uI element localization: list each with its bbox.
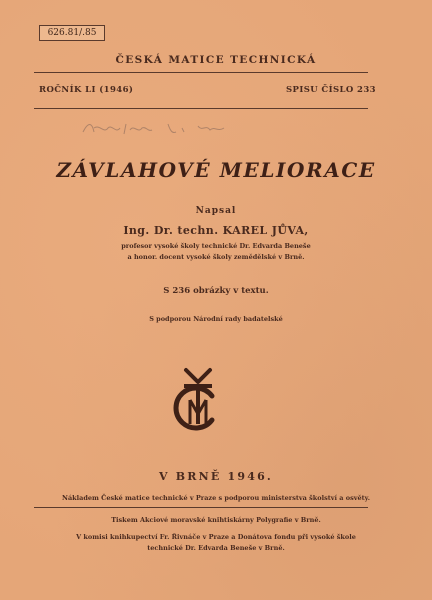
place-and-year: V BRNĚ 1946. — [159, 470, 273, 483]
figures-note: S 236 obrázky v textu. — [163, 286, 269, 296]
divider-rule — [34, 72, 368, 73]
series-number: SPISU ČÍSLO 233 — [286, 85, 376, 95]
imprint-line: technické Dr. Edvarda Beneše v Brně. — [147, 544, 285, 552]
volume-label: ROČNÍK LI (1946) — [39, 85, 134, 95]
written-by-label: Napsal — [195, 206, 237, 216]
publisher-name: ČESKÁ MATICE TECHNICKÁ — [115, 54, 317, 66]
divider-rule — [34, 507, 368, 508]
imprint-line: Tiskem Akciové moravské knihtiskárny Polygrafie v Brně. — [111, 516, 321, 524]
book-title: ZÁVLAHOVÉ MELIORACE — [56, 158, 376, 182]
author-affiliation: profesor vysoké školy technické Dr. Edvarda Beneše — [121, 242, 311, 250]
divider-rule — [34, 108, 368, 109]
imprint-line: V komisi knihkupectví Fr. Řivnáče v Praze a Donátova fondu při vysoké škole — [76, 533, 356, 541]
handwritten-signature — [78, 118, 248, 138]
ctm-monogram-icon — [168, 362, 228, 434]
catalog-number-stamp: 626.81/.85 — [39, 25, 105, 41]
imprint-line: Nákladem České matice technické v Praze s podporou ministerstva školství a osvěty. — [62, 494, 370, 502]
author-name: Ing. Dr. techn. KAREL JŮVA, — [123, 224, 309, 237]
author-affiliation: a honor. docent vysoké školy zemědělské v Brně. — [127, 253, 305, 261]
support-note: S podporou Národní rady badatelské — [149, 315, 283, 323]
